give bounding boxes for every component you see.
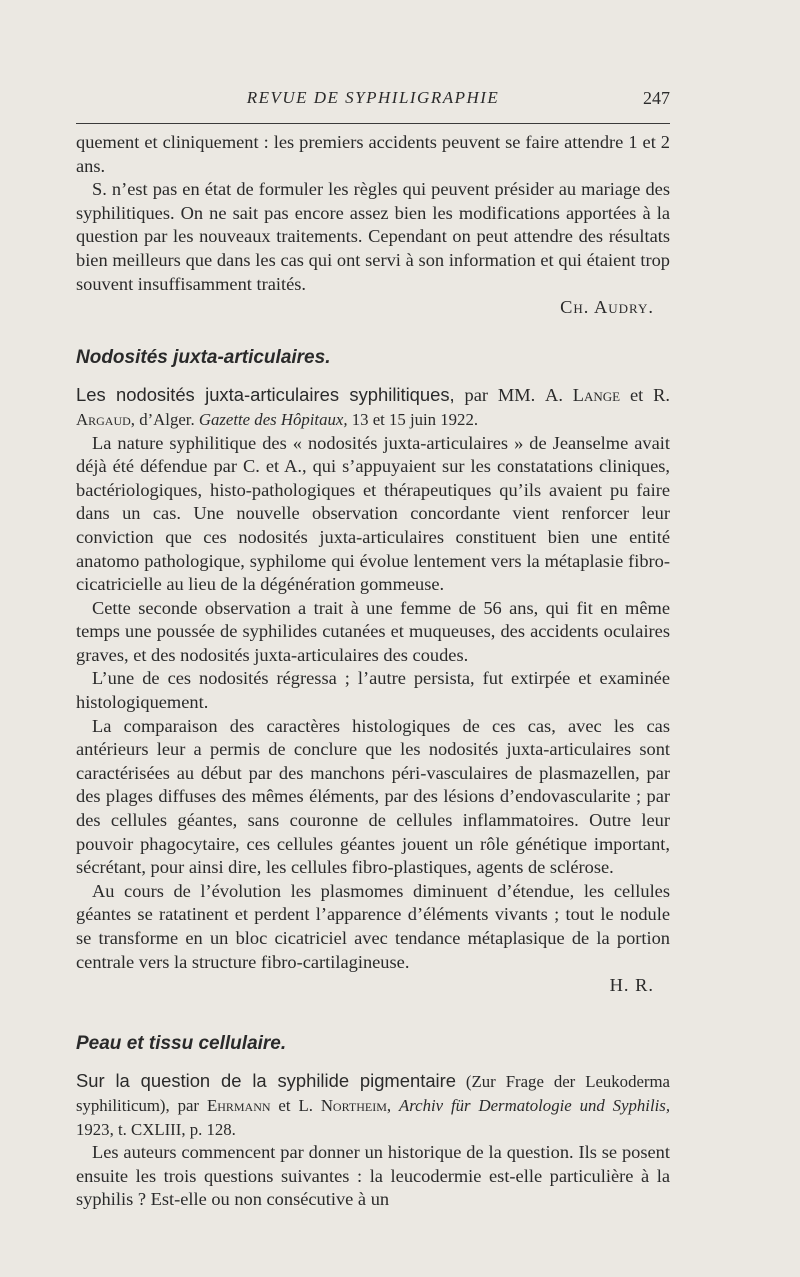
signature-line (76, 974, 670, 998)
journal-name: Gazette des Hôpitaux, (198, 409, 348, 429)
journal-title: REVUE DE SYPHILIGRAPHIE (246, 88, 500, 107)
author-signature: Ch. Audry. (560, 297, 654, 318)
paragraph: La comparaison des caractères histologiques de ces cas, avec les cas antérieurs leur a permis de conclure que les nodosités juxta-articulaires sont caractérisées au début par des manchons péri-vasculaires de plasmazellen, par des plages diffuses des mêmes éléments, par des lésions d’endovascularite ; par des cellules géantes, sans couronne de cellules inflammatoires. Outre leur pouvoir phagocytaire, ces cellules géantes jouent un rôle génétique important, sécrétant, pour ainsi dire, les cellules fibro-plastiques, agents de sclérose. (76, 715, 670, 878)
paragraph: La nature syphilitique des « nodosités juxta-articulaires » de Jeanselme avait déjà été défendue par C. et A., qui s’appuyaient sur les constatations cliniques, bactériologiques, histo-pathologiques et thérapeutiques qu’ils avaient pu faire dans un cas. Une nouvelle observation concordante vient renforcer leur conviction que ces nodosités juxta-articulaires constituent bien une entité anatomo pathologique, syphilome qui évolue lentement vers la métaplasie fibro-cicatricielle au lieu de la dégénération gommeuse. (76, 432, 670, 595)
section-heading: Nodosités juxta-articulaires. (76, 346, 331, 368)
paragraph: Cette seconde observation a trait à une femme de 56 ans, qui fit en même temps une poussée de syphilides cutanées et muqueuses, des accidents oculaires graves, et des nodosités juxta-articulaires des coudes. (76, 597, 670, 665)
paragraph: Au cours de l’évolution les plasmomes diminuent d’étendue, les cellules géantes se ratatinent et perdent l’apparence d’éléments vivants ; tout le nodule se transforme en un bloc cicatriciel avec tendance métaplasique de la portion centrale vers la structure fibro-cartilagineuse. (76, 880, 670, 972)
page-number: 247 (643, 88, 670, 108)
paragraph: S. n’est pas en état de formuler les règles qui peuvent présider au mariage des syphilitiques. On ne sait pas encore assez bien les modifications apportées à la question par les nouveaux traitements. Cependant on peut attendre des résultats bien meilleurs que dans les cas qui ont servi à son information et qui étaient trop souvent insuffisamment traités. (76, 179, 670, 294)
section-heading: Peau et tissu cellulaire. (76, 1032, 287, 1054)
article-title: Les nodosités juxta-articulaires syphilitiques, (76, 384, 455, 406)
article-reference: Sur la question de la syphilide pigmentaire (Zur Frage der Leukoderma syphiliticum), par Ehrmann et L. Northeim, Archiv für Dermatologie und Syphilis, 1923, t. CXLIII, p. 128. (76, 1070, 671, 1139)
article-reference: Les nodosités juxta-articulaires syphilitiques, par MM. A. Lange et R. Argaud, d’Alger. Gazette des Hôpitaux, 13 et 15 juin 1922. (76, 384, 670, 429)
author-name: A. Lange (545, 385, 621, 406)
author-name: Ehrmann (206, 1095, 271, 1115)
running-header (76, 88, 670, 114)
author-name: Argaud (76, 409, 131, 429)
paragraph: Les auteurs commencent par donner un historique de la question. Ils se posent ensuite les trois questions suivantes : la leucodermie est-elle particulière à la syphilis ? Est-elle ou non consécutive à un (76, 1142, 670, 1210)
header-rule (76, 123, 670, 124)
page-body (76, 131, 670, 1212)
paragraph: L’une de ces nodosités régressa ; l’autre persista, fut extirpée et examinée histologiquement. (76, 668, 670, 713)
author-name: Northeim (320, 1095, 387, 1115)
author-signature: H. R. (609, 975, 654, 996)
signature-line (76, 296, 670, 320)
article-title: Sur la question de la syphilide pigmentaire (76, 1070, 456, 1092)
paragraph: quement et cliniquement : les premiers accidents peuvent se faire attendre 1 et 2 ans. (76, 132, 670, 176)
journal-name: Archiv für Dermatologie und Syphilis, (398, 1095, 671, 1115)
